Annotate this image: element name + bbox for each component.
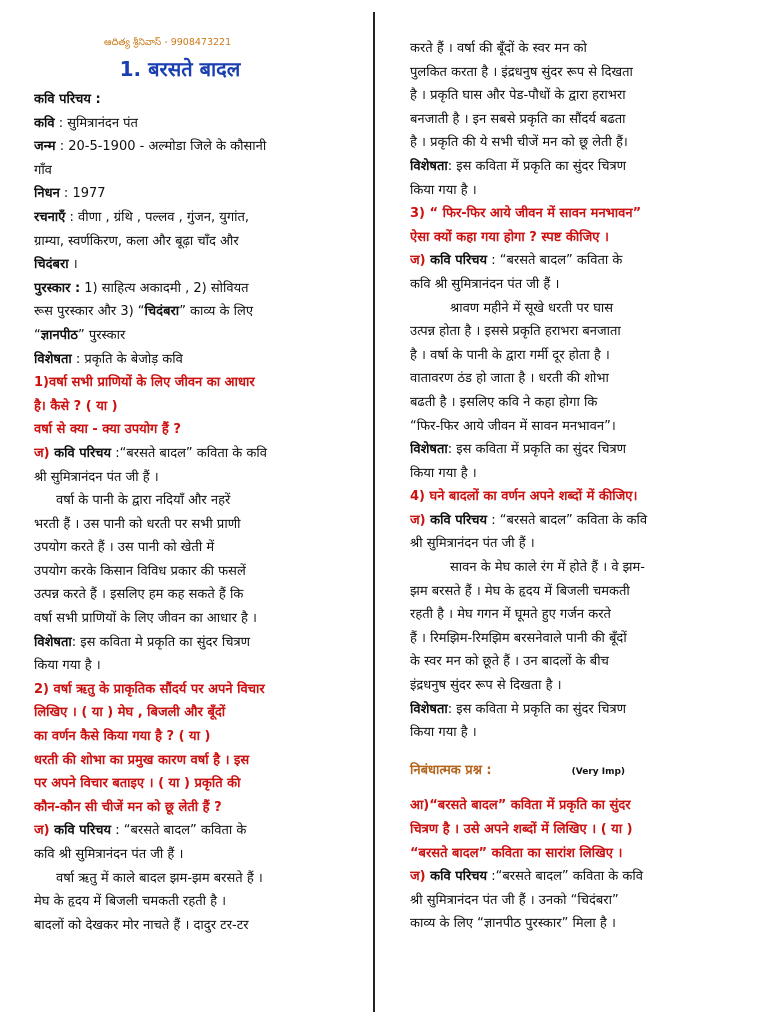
q1-para-line6: वर्षा सभी प्राणियों के लिए जीवन का आधार है । <box>34 611 257 627</box>
q2-cont-line1: करते हैं । वर्षा की बूँदों के स्वर मन को <box>410 41 587 56</box>
q2-answer-line2: कवि श्री सुमित्रानंदन पंत जी हैं । <box>34 847 184 862</box>
q4-para-line5: के स्वर मन को छूते हैं । उन बादलों के बीच <box>410 654 609 670</box>
q3-visheshta: विशेषता: इस कविता में प्रकृति का सुंदर चित्रण <box>410 442 627 458</box>
kavi-parichay-heading: कवि परिचय : <box>34 92 101 107</box>
q4-visheshta-line2: किया गया है । <box>410 725 477 741</box>
q2-cont-line2: पुलकित करता है । इंद्रधनुष सुंदर रूप से दिखता <box>410 64 633 80</box>
q4-para-line4: हैं । रिमझिम-रिमझिम बरसनेवाले पानी की बूँदों <box>410 630 627 646</box>
janm-row: जन्म : 20-5-1900 - अल्मोडा जिले के कौसानी <box>34 139 267 155</box>
q1-para-line4: उपयोग करके किसान विविध प्रकार की फसलें <box>34 563 246 579</box>
rachnaen-line2: ग्राम्या, स्वर्णकिरण, कला और बूढ़ा चाँद और <box>34 233 239 249</box>
q3-para-line3: है । वर्षा के पानी के द्वारा गर्मी दूर होता है । <box>410 347 610 363</box>
q2-visheshta-line2: किया गया है । <box>410 182 477 198</box>
q1-answer-line2: श्री सुमित्रानंदन पंत जी हैं । <box>34 469 159 485</box>
rachnaen-line3: चिदंबरा । <box>34 257 78 273</box>
left-column <box>0 0 372 1024</box>
puraskar-line2: रूस पुरस्कार और 3) “चिदंबरा” काव्य के लिए <box>34 304 254 320</box>
right-column <box>378 0 768 1024</box>
author-credit: ఆదిత్య శ్రీనివాస్ - 9908473221 <box>104 37 232 48</box>
q4-answer-line2: श्री सुमित्रानंदन पंत जी हैं । <box>410 536 535 552</box>
qa-question-line3: “बरसते बादल” कविता का सारांश लिखिए । <box>410 845 623 861</box>
q3-para-line6: “फिर-फिर आये जीवन में सावन मनभावन”। <box>410 418 616 434</box>
qa-answer-line2: श्री सुमित्रानंदन पंत जी हैं । उनको “चिदंबरा” <box>410 892 619 908</box>
q3-para-line5: बढती है । इसलिए कवि ने कहा होगा कि <box>410 394 598 410</box>
q1-question-line3: वर्षा से क्या - क्या उपयोग हैं ? <box>34 422 181 438</box>
q4-para-line6: इंद्रधनुष सुंदर रूप से दिखता है । <box>410 678 562 694</box>
q4-question-line1: 4) घने बादलों का वर्णन अपने शब्दों में कीजिए। <box>410 489 638 505</box>
q1-para-line1: वर्षा के पानी के द्वारा नदियाँ और नहरें <box>56 493 231 509</box>
q1-para-line2: भरती हैं । उस पानी को धरती पर सभी प्राणी <box>34 516 241 532</box>
q1-question-line2: है। कैसे ? ( या ) <box>34 398 118 414</box>
q1-visheshta: विशेषता: इस कविता मे प्रकृति का सुंदर चित्रण <box>34 634 251 650</box>
qa-answer-intro: ज) कवि परिचय :“बरसते बादल” कविता के कवि <box>410 869 643 885</box>
page-title: 1. बरसते बादल <box>119 57 241 81</box>
q3-answer-line2: कवि श्री सुमित्रानंदन पंत जी हैं । <box>410 276 560 292</box>
column-divider <box>373 12 375 1012</box>
q2-question-line4: धरती की शोभा का प्रमुख कारण वर्षा है । इस <box>34 752 250 768</box>
q1-question-line1: 1)वर्षा सभी प्राणियों के लिए जीवन का आधार <box>34 375 255 391</box>
q2-question-line6: कौन-कौन सी चीजें मन को छू लेती हैं ? <box>34 799 222 815</box>
puraskar-row: पुरस्कार : 1) साहित्य अकादमी , 2) सोवियत <box>34 280 249 296</box>
q3-para-line4: वातावरण ठंड हो जाता है । धरती की शोभा <box>410 371 609 387</box>
q3-question-line1: 3) “ फिर-फिर आये जीवन में सावन मनभावन” <box>410 206 642 222</box>
q1-visheshta-line2: किया गया है । <box>34 658 101 674</box>
very-important-note: (Very Imp) <box>571 766 626 777</box>
q4-para-line1: सावन के मेघ काले रंग में होते हैं । वे झम- <box>450 560 645 576</box>
qa-question-line1: आ)“बरसते बादल” कविता में प्रकृति का सुंदर <box>410 798 631 814</box>
janm-cont: गाँव <box>34 162 52 178</box>
essay-section-heading: निबंधात्मक प्रश्न : (Very Imp) <box>410 762 626 778</box>
q4-para-line2: झम बरसते हैं । मेघ के हृदय में बिजली चमकती <box>410 583 630 599</box>
visheshta-row: विशेषता : प्रकृति के बेजोड़ कवि <box>34 351 183 367</box>
q2-question-line1: 2) वर्षा ऋतु के प्राकृतिक सौंदर्य पर अपने विचार <box>34 681 265 697</box>
q2-cont-line4: बनजाती है । इन सबसे प्रकृति का सौंदर्य बढता <box>410 111 626 127</box>
q3-visheshta-line2: किया गया है । <box>410 465 477 481</box>
q2-cont-line5: है । प्रकृति की ये सभी चीजें मन को छू लेती हैं। <box>410 135 628 151</box>
q3-question-line2: ऐसा क्यों कहा गया होगा ? स्पष्ट कीजिए । <box>410 229 609 245</box>
q2-answer-intro: ज) कवि परिचय : “बरसते बादल” कविता के <box>34 823 247 839</box>
q2-para-line3: बादलों को देखकर मोर नाचते हैं । दादुर टर-टर <box>34 917 249 933</box>
q2-visheshta: विशेषता: इस कविता में प्रकृति का सुंदर चित्रण <box>410 158 627 174</box>
puraskar-line3: “ज्ञानपीठ” पुरस्कार <box>34 327 126 343</box>
q3-answer-intro: ज) कवि परिचय : “बरसते बादल” कविता के <box>410 253 623 269</box>
q2-para-line1: वर्षा ऋतु में काले बादल झम-झम बरसते हैं । <box>56 870 263 886</box>
qa-question-line2: चित्रण है । उसे अपने शब्दों में लिखिए । ( या ) <box>410 822 633 837</box>
q2-question-line5: पर अपने विचार बताइए । ( या ) प्रकृति की <box>34 776 241 792</box>
q2-cont-line3: है । प्रकृति घास और पेड-पौधों के द्वारा हराभरा <box>410 88 626 104</box>
q1-answer-intro: ज) कवि परिचय :“बरसते बादल” कविता के कवि <box>34 445 267 461</box>
q1-para-line5: उत्पन्न करते हैं । इसलिए हम कह सकते हैं कि <box>34 587 244 603</box>
q4-answer-intro: ज) कवि परिचय : “बरसते बादल” कविता के कवि <box>410 512 648 528</box>
qa-answer-line3: काव्य के लिए “ज्ञानपीठ पुरस्कार” मिला है । <box>410 916 616 932</box>
q2-para-line2: मेघ के हृदय में बिजली चमकती रहती है । <box>34 894 227 910</box>
q2-question-line2: लिखिए । ( या ) मेघ , बिजली और बूँदों <box>34 705 226 721</box>
rachnaen-row: रचनाएँ : वीणा , ग्रंथि , पल्लव , गुंजन, युगांत, <box>34 209 250 225</box>
q4-para-line3: रहती है । मेघ गगन में घूमते हुए गर्जन करते <box>410 607 611 623</box>
q2-question-line3: का वर्णन कैसे किया गया है ? ( या ) <box>34 729 211 745</box>
kavi-row: कवि : सुमित्रानंदन पंत <box>34 115 138 131</box>
q1-para-line3: उपयोग करते हैं । उस पानी को खेती में <box>34 540 215 556</box>
q4-visheshta: विशेषता: इस कविता मे प्रकृति का सुंदर चित्रण <box>410 701 627 717</box>
nidhan-row: निधन : 1977 <box>34 186 106 202</box>
q3-para-line1: श्रावण महीने में सूखे धरती पर घास <box>450 300 614 316</box>
q3-para-line2: उत्पन्न होता है । इससे प्रकृति हराभरा बनजाता <box>410 324 621 340</box>
